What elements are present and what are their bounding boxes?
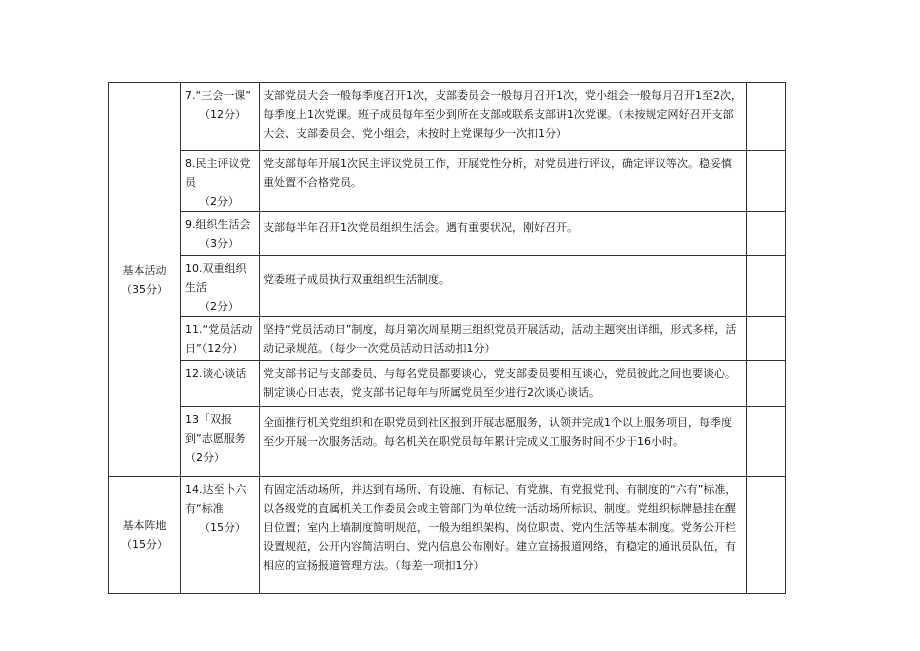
- item-title: 12.谈心谈话: [185, 367, 247, 380]
- table-row: [109, 83, 786, 151]
- desc-cell: 支部党员大会一般每季度召开1次，支部委员会一般每月召开1次，党小组会一般每月召开1至2次，每季度上1次党课。班子成员每年至少到所在支部或联系支部讲1次党课。（未按规定网好召开支部大会、支部委员会、党小组会，未按时上党课每少一次扣1分）: [260, 83, 747, 151]
- desc-cell: 坚持“党员活动日”制度，每月第次周星期三组织党员开展活动，活动主题突出详细，形式多样，活动记录规范。（每少一次党员活动日活动扣1分）: [260, 317, 747, 361]
- desc-cell: 有固定活动场所，并达到有场所、有设施、有标记、有党旗、有党报党刊、有制度的“六有”标准，以各级党的直属机关工作委员会或主管部门为单位统一活动场所标识、制度。党组织标牌悬挂在醒目位置；室内上墙制度简明规范，一般为组织架构、岗位职责、党内生活等基本制度。党务公开栏设置规范，公开内容简洁明白、党内信息公布刚好。建立宣扬报道网络，有稳定的通讯员队伍，有相应的宣扬报道管理方法。（每差一项扣1分）: [260, 477, 747, 594]
- item-cell: [181, 83, 260, 151]
- desc-cell: 党支部书记与支部委员、与每名党员都要谈心，党支部委员要相互谈心，党员彼此之间也要谈心。制定谈心日志表，党支部书记每年与所属党员至少进行2次谈心谈话。: [260, 361, 747, 407]
- item-score: （2分）: [199, 195, 239, 208]
- evaluation-table: [108, 82, 786, 594]
- table-row: [109, 361, 786, 407]
- score-cell: [747, 407, 786, 477]
- item-title: 13「双报到”志愿服务（2分）: [185, 413, 246, 464]
- item-cell: [181, 256, 260, 317]
- item-cell: [181, 212, 260, 256]
- score-cell: [747, 83, 786, 151]
- category-basic-activities: 基本活动（35分）: [109, 83, 181, 477]
- table-row: [109, 407, 786, 477]
- score-cell: [747, 361, 786, 407]
- table-row: [109, 477, 786, 594]
- item-score: （2分）: [199, 300, 239, 313]
- table-row: [109, 317, 786, 361]
- score-cell: [747, 477, 786, 594]
- item-cell: [181, 151, 260, 212]
- item-title: 9.组织生活会: [185, 218, 251, 231]
- score-cell: [747, 256, 786, 317]
- desc-cell: 全面推行机关党组织和在职党员到社区报到开展志愿服务，认领并完成1个以上服务项目，每季度至少开展一次服务活动。每名机关在职党员每年累计完成义工服务时间不少于16小时。: [260, 407, 747, 477]
- item-score: （15分）: [199, 521, 246, 534]
- category-basic-position: 基本阵地（15分）: [109, 477, 181, 594]
- table-row: [109, 212, 786, 256]
- desc-cell: 支部每半年召开1次党员组织生活会。遇有重要状况，刚好召开。: [260, 212, 747, 256]
- item-title: 10.双重组织生活: [185, 262, 247, 294]
- item-score: （3分）: [199, 237, 239, 250]
- item-cell: [181, 407, 260, 477]
- score-cell: [747, 212, 786, 256]
- score-cell: [747, 151, 786, 212]
- table-row: [109, 256, 786, 317]
- table-row: [109, 151, 786, 212]
- desc-cell: 党支部每年开展1次民主评议党员工作，开展党性分析，对党员进行评议，确定评议等次。稳妥慎重处置不合格党员。: [260, 151, 747, 212]
- desc-cell: 党委班子成员执行双重组织生活制度。: [260, 256, 747, 317]
- item-title: 14.达至卜六有“标准: [185, 483, 247, 515]
- item-cell: [181, 477, 260, 594]
- item-cell: [181, 361, 260, 407]
- item-title: 11.“党员活动日”（12分）: [185, 323, 253, 355]
- score-cell: [747, 317, 786, 361]
- item-score: （12分）: [199, 108, 246, 121]
- item-title: 7.“三会一课”: [185, 89, 251, 102]
- item-cell: [181, 317, 260, 361]
- item-title: 8.民主评议党员: [185, 157, 251, 189]
